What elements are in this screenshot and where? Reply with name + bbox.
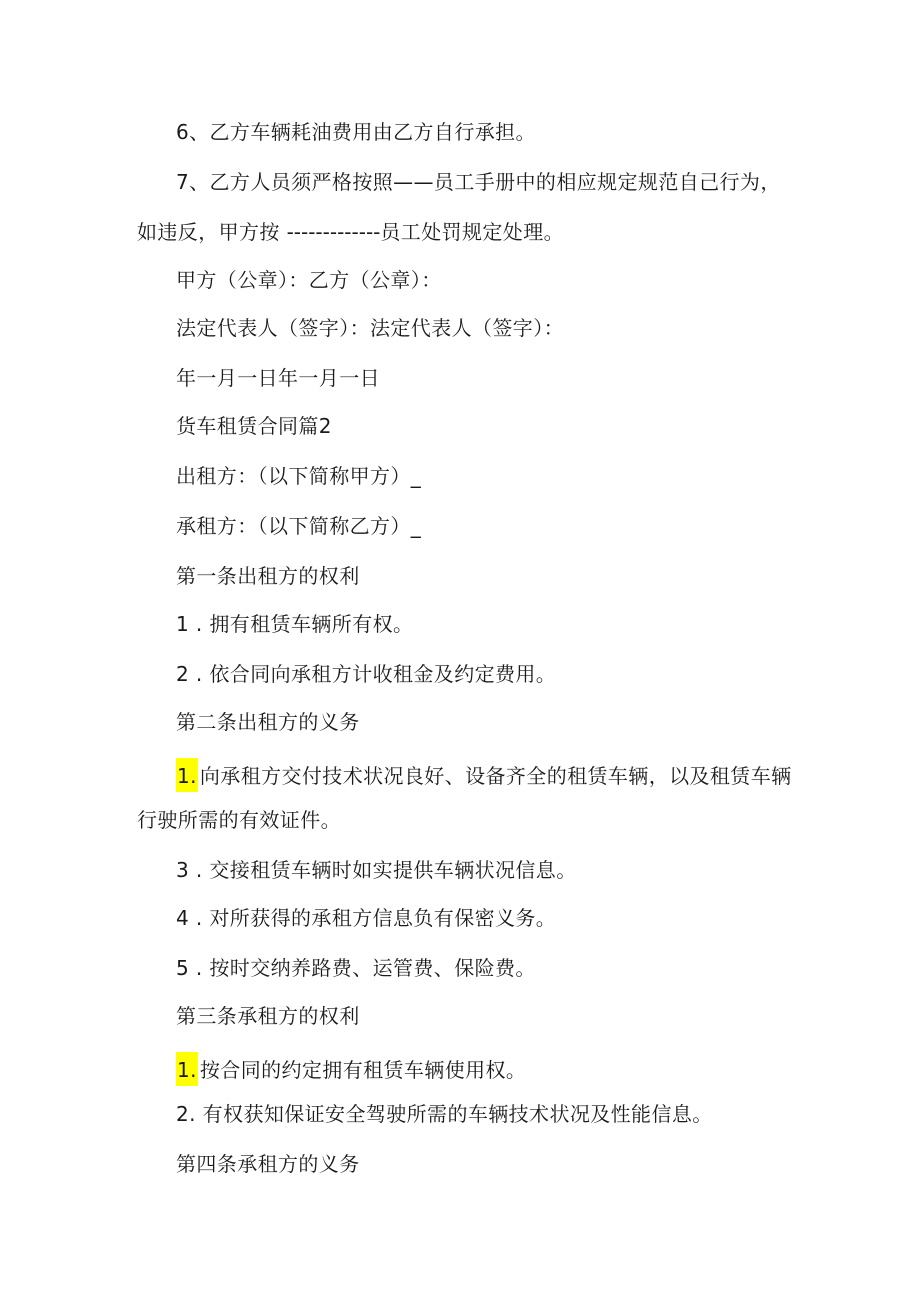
date-line: 年一月一日年一月一日: [176, 366, 380, 390]
clause-7-continuation-start: 如违反，甲方按: [137, 220, 287, 244]
article-3-item-1-text: 按合同的约定拥有租赁车辆使用权。: [199, 1058, 527, 1082]
article-2-item-4: 4 . 对所获得的承租方信息负有保密义务。: [176, 906, 557, 930]
article-1-item-1: 1 . 拥有租赁车辆所有权。: [176, 612, 414, 636]
article-2-item-1: [176, 758, 792, 792]
seal-line: 甲方（公章）：乙方（公章）：: [176, 268, 442, 292]
article-3-heading: 第三条承租方的权利: [176, 1004, 360, 1028]
blank-dashes: -------------: [286, 220, 381, 244]
highlighted-number: 1.: [176, 758, 198, 792]
highlighted-number: 1.: [176, 1052, 198, 1086]
lessor-line: 出租方：（以下简称甲方）_: [176, 464, 422, 488]
article-1-heading: 第一条出租方的权利: [176, 564, 360, 588]
article-2-heading: 第二条出租方的义务: [176, 710, 360, 734]
clause-7-continuation-end: 员工处罚规定处理。: [380, 220, 564, 244]
section-title: 货车租赁合同篇2: [176, 414, 332, 438]
article-2-item-1-continuation: 行驶所需的有效证件。: [137, 808, 341, 832]
article-2-item-3: 3 . 交接租赁车辆时如实提供车辆状况信息。: [176, 858, 577, 882]
article-2-item-5: 5 . 按时交纳养路费、运管费、保险费。: [176, 956, 536, 980]
clause-6-text: 6、乙方车辆耗油费用由乙方自行承担。: [176, 120, 536, 144]
article-3-item-2: 2. 有权获知保证安全驾驶所需的车辆技术状况及性能信息。: [176, 1102, 713, 1126]
article-1-item-2: 2 . 依合同向承租方计收租金及约定费用。: [176, 662, 557, 686]
article-2-item-1-text: 向承租方交付技术状况良好、设备齐全的租赁车辆，以及租赁车辆: [199, 764, 792, 788]
article-4-heading: 第四条承租方的义务: [176, 1152, 360, 1176]
clause-7-text: 7、乙方人员须严格按照——员工手册中的相应规定规范自己行为，: [176, 170, 781, 194]
clause-7-continuation: [137, 218, 564, 246]
lessee-line: 承租方：（以下简称乙方）_: [176, 514, 422, 538]
signature-line: 法定代表人（签字）：法定代表人（签字）：: [176, 316, 564, 340]
article-3-item-1: [176, 1052, 526, 1086]
